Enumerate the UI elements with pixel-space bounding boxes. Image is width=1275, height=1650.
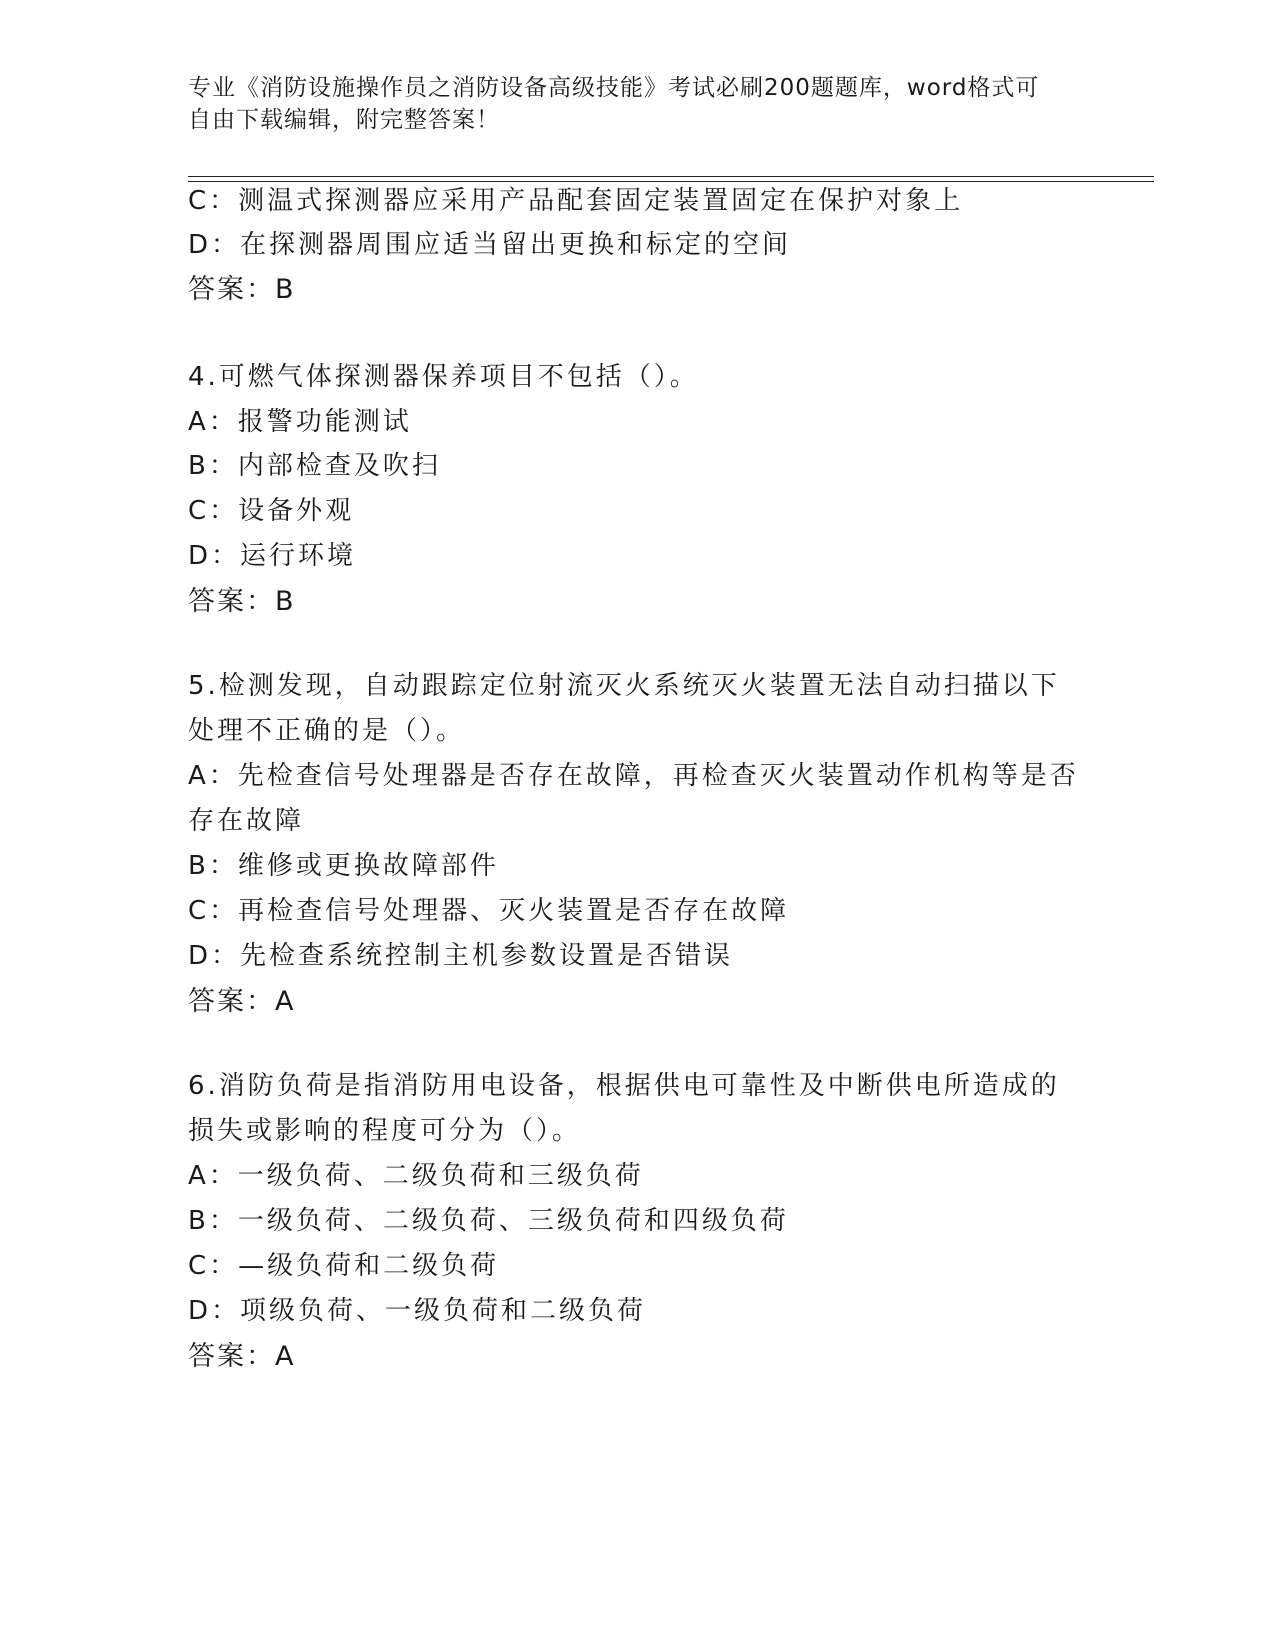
q5-option-a-line-2: 存在故障 (188, 806, 305, 836)
q6-option-b: B：一级负荷、二级负荷、三级负荷和四级负荷 (188, 1206, 789, 1236)
q4-option-a: A：报警功能测试 (188, 407, 412, 437)
q4-answer: 答案：B (188, 586, 296, 617)
document-header (188, 72, 1088, 136)
q3-option-c: C：测温式探测器应采用产品配套固定装置固定在保护对象上 (188, 186, 964, 216)
q6-option-a: A：一级负荷、二级负荷和三级负荷 (188, 1161, 644, 1191)
q5-option-c: C：再检查信号处理器、灭火装置是否存在故障 (188, 896, 790, 926)
q5-answer: 答案：A (188, 986, 296, 1017)
q6-stem-line-1: 6.消防负荷是指消防用电设备，根据供电可靠性及中断供电所造成的 (188, 1071, 1060, 1101)
q3-answer: 答案：B (188, 274, 296, 305)
q6-stem-line-2: 损失或影响的程度可分为（）。 (188, 1116, 582, 1146)
q4-option-c: C：设备外观 (188, 496, 355, 526)
q6-option-c: C：—级负荷和二级负荷 (188, 1251, 500, 1281)
q5-option-a-line-1: A：先检查信号处理器是否存在故障，再检查灭火装置动作机构等是否 (188, 761, 1079, 791)
q5-stem-line-2: 处理不正确的是（）。 (188, 716, 466, 746)
header-line-1: 专业《消防设施操作员之消防设备高级技能》考试必刷200题题库，word格式可 (188, 75, 1040, 101)
q4-option-b: B：内部检查及吹扫 (188, 451, 441, 481)
q5-stem-line-1: 5.检测发现，自动跟踪定位射流灭火系统灭火装置无法自动扫描以下 (188, 671, 1060, 701)
q4-option-d: D：运行环境 (188, 541, 357, 571)
q6-answer: 答案：A (188, 1341, 296, 1372)
header-divider (188, 176, 1154, 182)
q5-option-b: B：维修或更换故障部件 (188, 851, 499, 881)
header-line-2: 自由下载编辑，附完整答案！ (188, 107, 500, 133)
q5-option-d: D：先检查系统控制主机参数设置是否错误 (188, 941, 734, 971)
q3-option-d: D：在探测器周围应适当留出更换和标定的空间 (188, 230, 792, 260)
q6-option-d: D：项级负荷、一级负荷和二级负荷 (188, 1296, 647, 1326)
q4-stem: 4.可燃气体探测器保养项目不包括（）。 (188, 362, 699, 392)
